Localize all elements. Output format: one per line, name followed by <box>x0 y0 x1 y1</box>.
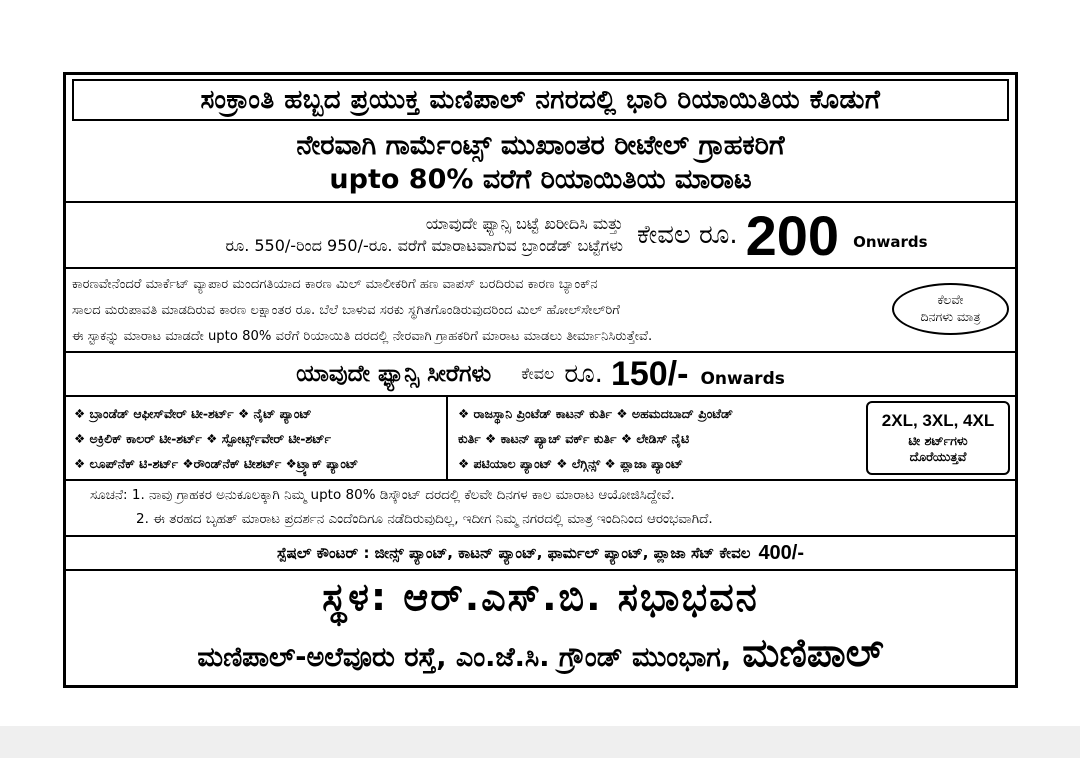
offer-description <box>66 213 631 256</box>
subhead-line-2: upto 80% ವರೆಗೆ ರಿಯಾಯಿತಿಯ ಮಾರಾಟ <box>329 164 752 195</box>
sarees-only: ಕೇವಲ <box>521 364 555 383</box>
offer-onwards: Onwards <box>853 233 928 251</box>
special-counter-section <box>66 537 1015 571</box>
notes-section <box>66 481 1015 537</box>
special-counter-price: 400/- <box>758 541 805 564</box>
reason-line-2: ಸಾಲದ ಮರುಪಾವತಿ ಮಾಡದಿರುವ ಕಾರಣ ಲಕ್ಷಾಂತರ ರೂ. ಬೆಲೆ ಬಾಳುವ ಸರಕು ಸ್ಥಗಿತಗೊಂಡಿರುವುದರಿಂದ ಮಿಲ್ ಹೋಲ್‌ಸೇಲ್‌ರಿಗೆ <box>72 303 620 318</box>
mens-products-list <box>66 397 448 479</box>
offer-section <box>66 203 1015 269</box>
venue-section <box>66 571 1015 685</box>
venue-city: ಮಣಿಪಾಲ್ <box>742 631 884 676</box>
womens-products-list <box>448 397 862 479</box>
sizes-line-3: ದೊರೆಯುತ್ತವೆ <box>909 449 967 465</box>
reason-paragraph <box>72 272 902 350</box>
offer-line-1: ಯಾವುದೇ ಫ್ಯಾನ್ಸಿ ಬಟ್ಟೆ ಖರೀದಿಸಿ ಮತ್ತು <box>425 214 623 234</box>
special-counter-text: ಸ್ಪೆಷಲ್ ಕೌಂಟರ್ : ಜೀನ್ಸ್ ಪ್ಯಾಂಟ್, ಕಾಟನ್ ಪ್ಯಾಂಟ್, ಫಾರ್ಮಲ್ ಪ್ಯಾಂಟ್, ಪ್ಲಾಜಾ ಸೆಟ್ ಕೇವಲ <box>276 544 751 562</box>
note-2: 2. ಈ ತರಹದ ಬೃಹತ್ ಮಾರಾಟ ಪ್ರದರ್ಶನ ಎಂದೆಂದಿಗೂ ನಡೆದಿರುವುದಿಲ್ಲ, ಇದೀಗ ನಿಮ್ಮ ನಗರದಲ್ಲಿ ಮಾತ್ರ ಇಂದಿನಿಂದ ಆರಂಭವಾಗಿದೆ. <box>136 511 713 527</box>
list-item: ❖ ಅಕ್ರಿಲಿಕ್ ಕಾಲರ್ ಟೀ-ಶರ್ಟ್ ❖ ಸ್ಪೋರ್ಟ್ಸ್‌ವೇರ್ ಟೀ-ಶರ್ಟ್ <box>74 431 331 446</box>
newspaper-ad <box>63 72 1018 688</box>
sarees-price: 150/- <box>610 354 689 393</box>
venue-address: ಮಣಿಪಾಲ್-ಅಲೆವೂರು ರಸ್ತೆ, ಎಂ.ಜೆ.ಸಿ. ಗ್ರೌಂಡ್ ಮುಂಭಾಗ, <box>197 642 732 673</box>
subhead-line-1: ನೇರವಾಗಿ ಗಾರ್ಮೆಂಟ್ಸ್ ಮುಖಾಂತರ ರೀಟೇಲ್ ಗ್ರಾಹಕರಿಗೆ <box>296 130 785 162</box>
sizes-line-2: ಟೀ ಶರ್ಟ್‌ಗಳು <box>908 432 968 448</box>
sarees-rs: ರೂ. <box>564 358 603 389</box>
badge-line-1: ಕೆಲವೇ <box>937 292 964 308</box>
offer-line-2: ರೂ. 550/-ರಿಂದ 950/-ರೂ. ವರೆಗೆ ಮಾರಾಟವಾಗುವ ಬ್ರಾಂಡೆಡ್ ಬಟ್ಟೆಗಳು <box>225 236 623 255</box>
list-item: ಕುರ್ತಿ ❖ ಕಾಟನ್ ಪ್ಯಾಚ್ ವರ್ಕ್ ಕುರ್ತಿ ❖ ಲೇಡಿಸ್ ನೈಟಿ <box>458 431 690 446</box>
sarees-label: ಯಾವುದೇ ಫ್ಯಾನ್ಸಿ ಸೀರೆಗಳು <box>296 361 492 387</box>
subhead-section <box>66 125 1015 203</box>
reason-line-1: ಕಾರಣವೇನೆಂದರೆ ಮಾರ್ಕೆಟ್ ವ್ಯಾಪಾರ ಮಂದಗತಿಯಾದ ಕಾರಣ ಮಿಲ್ ಮಾಲೀಕರಿಗೆ ಹಣ ವಾಪಸ್ ಬರದಿರುವ ಕಾರಣ ಬ್ಯಾಂಕ್‌ನ <box>72 277 598 292</box>
reason-line-3: ಈ ಸ್ಟಾಕನ್ನು ಮಾರಾಟ ಮಾಡದೇ upto 80% ವರೆಗೆ ರಿಯಾಯಿತಿ ದರದಲ್ಲಿ ನೇರವಾಗಿ ಗ್ರಾಹಕರಿಗೆ ಮಾರಾಟ ಮಾಡಲು ತೀರ್ಮಾನಿಸಿರುತ್ತೇವೆ. <box>72 329 653 344</box>
badge-line-2: ದಿನಗಳು ಮಾತ್ರ <box>920 309 981 324</box>
offer-price: 200 <box>745 203 840 267</box>
screen-bottom-strip <box>0 726 1080 758</box>
headline: ಸಂಕ್ರಾಂತಿ ಹಬ್ಬದ ಪ್ರಯುಕ್ತ ಮಣಿಪಾಲ್ ನಗರದಲ್ಲಿ ಭಾರಿ ರಿಯಾಯಿತಿಯ ಕೊಡುಗೆ <box>72 79 1009 121</box>
list-item: ❖ ರಾಜಸ್ಥಾನಿ ಪ್ರಿಂಟೆಡ್ ಕಾಟನ್ ಕುರ್ತಿ ❖ ಅಹಮದಬಾದ್ ಪ್ರಿಂಟೆಡ್ <box>458 406 734 421</box>
reason-section <box>66 269 1015 353</box>
headline-section <box>66 75 1015 125</box>
list-item: ❖ ಪಟಿಯಾಲ ಪ್ಯಾಂಟ್ ❖ ಲೆಗ್ಗಿನ್ಸ್ ❖ ಪ್ಲಾಜಾ ಪ್ಯಾಂಟ್ <box>458 456 684 471</box>
list-item: ❖ ಲೂಪ್‌ನೆಕ್ ಟಿ-ಶರ್ಟ್ ❖ರೌಂಡ್‌ನೆಕ್ ಟೀಶರ್ಟ್ ❖ಟ್ರ್ಯಾಕ್ ಪ್ಯಾಂಟ್ <box>74 456 359 471</box>
sizes-box <box>866 401 1010 475</box>
sarees-onwards: Onwards <box>700 369 785 389</box>
products-section <box>66 397 1015 481</box>
list-item: ❖ ಬ್ರಾಂಡೆಡ್ ಆಫೀಸ್‌ವೇರ್ ಟೀ-ಶರ್ಟ್ ❖ ನೈಟ್ ಪ್ಯಾಂಟ್ <box>74 406 312 421</box>
note-1: ಸೂಚನೆ: 1. ನಾವು ಗ್ರಾಹಕರ ಅನುಕೂಲಕ್ಕಾಗಿ ನಿಮ್ಮ upto 80% ಡಿಸ್ಕೌಂಟ್ ದರದಲ್ಲಿ ಕೆಲವೇ ದಿನಗಳ ಕಾಲ ಮಾರಾಟ ಆಯೋಜಿಸಿದ್ದೇವೆ. <box>90 487 675 503</box>
offer-only-rs: ಕೇವಲ ರೂ. <box>637 219 738 250</box>
sarees-section <box>66 353 1015 397</box>
venue-address-line <box>66 631 1015 676</box>
sizes-label: 2XL, 3XL, 4XL <box>881 410 995 430</box>
venue-title: ಸ್ಥಳ: ಆರ್.ಎಸ್.ಬಿ. ಸಭಾಭವನ <box>322 575 759 619</box>
few-days-badge <box>892 283 1009 335</box>
